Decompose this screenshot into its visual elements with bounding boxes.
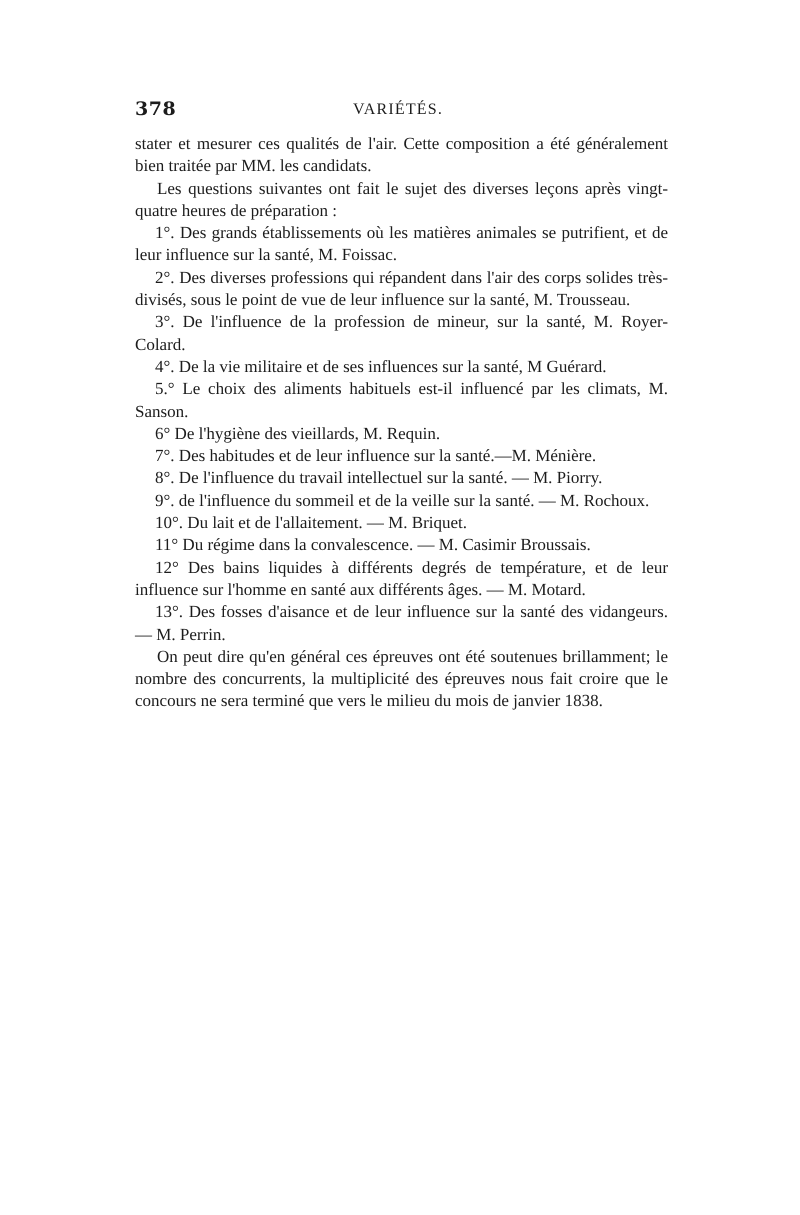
page-header xyxy=(135,98,675,128)
paragraph-intro: Les questions suivantes ont fait le sujet des diverses leçons après vingt-quatre heures de préparation : xyxy=(135,178,668,220)
paragraph-conclusion: On peut dire qu'en général ces épreuves ont été soutenues brillamment; le nombre des concurrents, la multiplicité des épreuves nous fait croire que le concours ne sera terminé que vers le milieu du mois de janvier 1838. xyxy=(135,646,668,711)
page-number: 378 xyxy=(135,98,177,120)
list-item: 12° Des bains liquides à différents degrés de température, et de leur influence sur l'homme en santé aux différents âges. — M. Motard. xyxy=(135,557,668,599)
list-item: 11° Du régime dans la convalescence. — M. Casimir Broussais. xyxy=(155,535,591,555)
list-item: 6° De l'hygiène des vieillards, M. Requin. xyxy=(155,423,441,443)
list-item: 4°. De la vie militaire et de ses influences sur la santé, M Guérard. xyxy=(155,356,607,376)
list-item: 8°. De l'influence du travail intellectuel sur la santé. — M. Piorry. xyxy=(155,468,603,488)
list-item: 13°. Des fosses d'aisance et de leur influence sur la santé des vidangeurs. — M. Perrin. xyxy=(135,602,668,644)
list-item: 5.° Le choix des aliments habituels est-il influencé par les climats, M. Sanson. xyxy=(135,379,668,421)
list-item: 1°. Des grands établissements où les matières animales se putrifient, et de leur influence sur la santé, M. Foissac. xyxy=(135,223,668,265)
running-head: VARIÉTÉS. xyxy=(353,101,444,118)
list-item: 10°. Du lait et de l'allaitement. — M. Briquet. xyxy=(155,513,468,533)
body-text xyxy=(135,133,668,713)
list-item: 9°. de l'influence du sommeil et de la veille sur la santé. — M. Rochoux. xyxy=(155,490,650,510)
list-item: 3°. De l'influence de la profession de mineur, sur la santé, M. Royer-Colard. xyxy=(135,312,668,354)
list-item: 2°. Des diverses professions qui répandent dans l'air des corps solides très-divisés, sous le point de vue de leur influence sur la santé, M. Trousseau. xyxy=(135,267,668,310)
list-item: 7°. Des habitudes et de leur influence sur la santé.—M. Ménière. xyxy=(155,446,597,466)
paragraph-continuation: stater et mesurer ces qualités de l'air. Cette composition a été généralement bien traitée par MM. les candidats. xyxy=(135,134,668,176)
